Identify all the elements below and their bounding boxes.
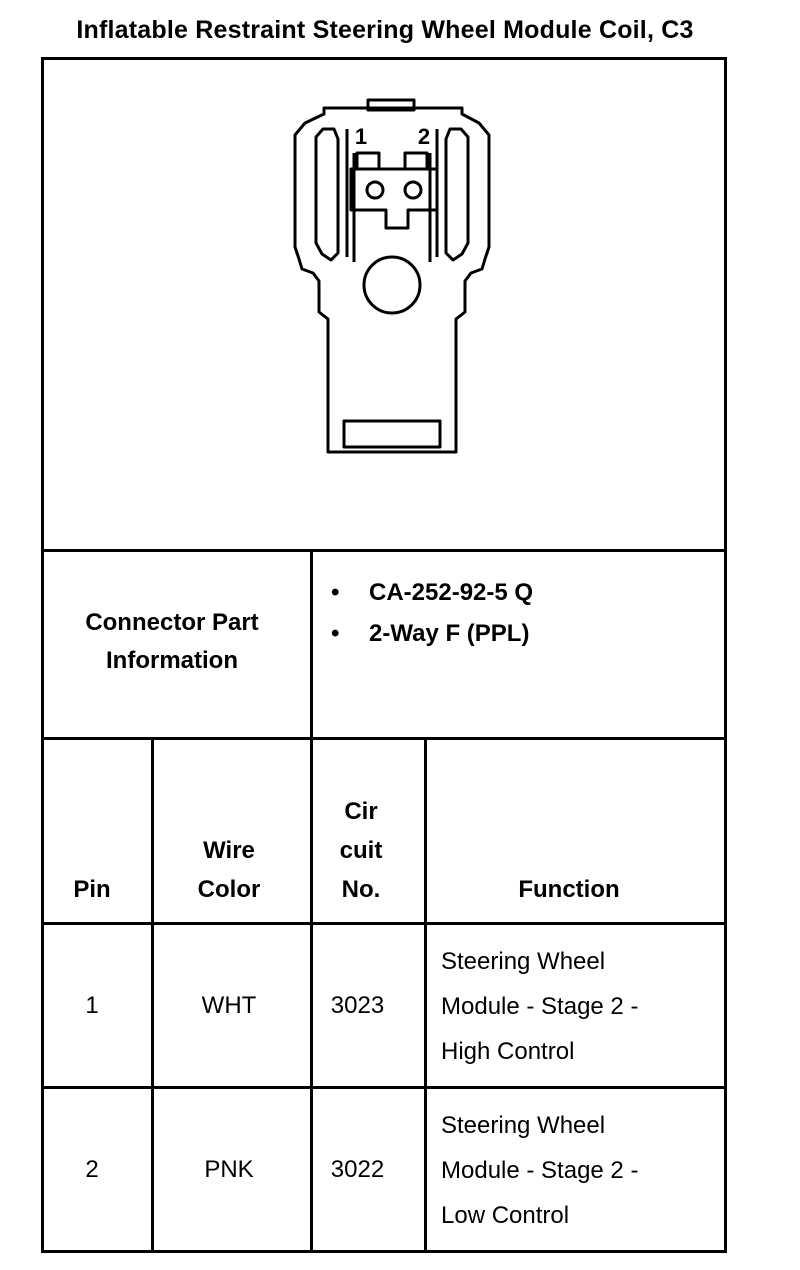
bullet-icon: • bbox=[331, 620, 340, 647]
bullet-icon: • bbox=[331, 579, 340, 606]
border-top bbox=[41, 57, 727, 60]
pin-2-terminal bbox=[405, 153, 427, 169]
connector-body-outline bbox=[295, 108, 489, 452]
center-boss bbox=[364, 257, 420, 313]
pin-1-label: 1 bbox=[354, 124, 368, 149]
bottom-slot bbox=[344, 421, 440, 447]
header-circuit-number bbox=[313, 792, 409, 909]
header-wire-color bbox=[154, 831, 304, 909]
connector-top-latch bbox=[368, 100, 414, 110]
pin-2-cavity bbox=[405, 182, 421, 198]
header-wire-color-line1: Wire bbox=[203, 837, 255, 864]
header-circuit-line2: cuit bbox=[339, 837, 383, 864]
connector-description: • 2-Way F (PPL) bbox=[327, 613, 533, 654]
row-1-function-line1: Steering Wheel bbox=[441, 948, 606, 975]
header-circuit-line3: No. bbox=[341, 876, 381, 903]
connector-part-info-label-line1: Connector Part bbox=[85, 609, 259, 636]
left-latch-arm bbox=[316, 129, 338, 260]
row-2-circuit: 3022 bbox=[330, 1155, 385, 1183]
row-2-wire-color: PNK bbox=[204, 1155, 254, 1183]
col-divider-circuit bbox=[424, 737, 427, 1253]
connector-part-info-label bbox=[44, 602, 300, 682]
right-latch-arm bbox=[446, 129, 468, 260]
border-right bbox=[724, 57, 727, 1253]
row-1-function-line2: Module - Stage 2 - bbox=[441, 993, 639, 1020]
connector-part-info-list bbox=[327, 572, 533, 654]
divider-below-connector-info bbox=[41, 737, 727, 740]
page-title: Inflatable Restraint Steering Wheel Module Coil, C3 bbox=[76, 16, 694, 44]
connector-sheet bbox=[41, 57, 727, 1253]
pin-1-cavity bbox=[367, 182, 383, 198]
row-1-wire-color: WHT bbox=[201, 991, 257, 1019]
connector-part-info-label-line2: Information bbox=[106, 647, 238, 674]
row-2-pin: 2 bbox=[85, 1155, 99, 1183]
row-1-function-line3: High Control bbox=[441, 1038, 575, 1065]
row-2-function-line2: Module - Stage 2 - bbox=[441, 1157, 639, 1184]
row-2-function-line3: Low Control bbox=[441, 1202, 570, 1229]
connector-face-diagram bbox=[41, 57, 727, 552]
pin-1-terminal bbox=[357, 153, 379, 169]
pin-2-label: 2 bbox=[417, 124, 431, 149]
pin-bay bbox=[351, 169, 437, 228]
row-1-pin: 1 bbox=[85, 991, 99, 1019]
col-divider-connector-info bbox=[310, 549, 313, 740]
header-pin: Pin bbox=[73, 876, 111, 903]
row-2-function bbox=[441, 1103, 721, 1238]
row-1-function bbox=[441, 939, 721, 1074]
connector-part-number: • CA-252-92-5 Q bbox=[327, 572, 533, 613]
row-1-circuit: 3023 bbox=[330, 991, 385, 1019]
header-circuit-line1: Cir bbox=[344, 798, 378, 825]
header-function: Function bbox=[518, 876, 620, 903]
border-bottom bbox=[41, 1250, 727, 1253]
row-2-function-line1: Steering Wheel bbox=[441, 1112, 606, 1139]
divider-below-diagram bbox=[41, 549, 727, 552]
header-wire-color-line2: Color bbox=[197, 876, 261, 903]
